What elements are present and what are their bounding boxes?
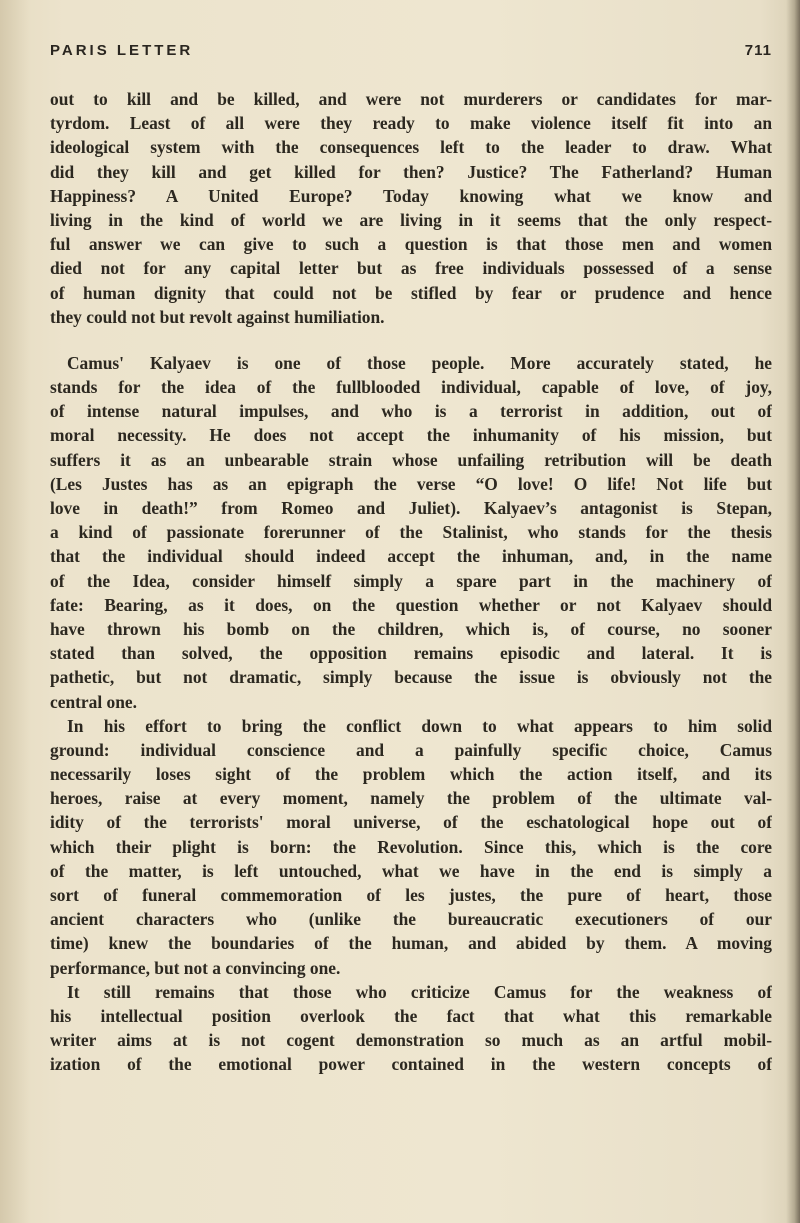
text-line: that the individual should indeed accept the inhuman, and, in the name [50, 546, 772, 567]
text-line: of human dignity that could not be stifled by fear or prudence and hence [50, 282, 772, 303]
page-number: 711 [744, 42, 772, 59]
running-title: PARIS LETTER [50, 42, 194, 59]
text-line: of intense natural impulses, and who is a terrorist in addition, out of [50, 401, 772, 422]
text-line: of the matter, is left untouched, what we have in the end is simply a [50, 860, 772, 881]
text-line: have thrown his bomb on the children, which is, of course, no sooner [50, 618, 772, 639]
text-line: central one. [50, 691, 137, 712]
text-line: living in the kind of world we are living in it seems that the only respect- [50, 209, 772, 230]
text-line: love in death!” from Romeo and Juliet). Kalyaev’s antagonist is Stepan, [50, 498, 772, 518]
text-line: In his effort to bring the conflict down to what appears to him solid [67, 715, 772, 736]
text-line: ideological system with the consequences left to the leader to draw. What [50, 137, 772, 158]
text-line: ground: individual conscience and a painfully specific choice, Camus [50, 739, 772, 760]
text-line: performance, but not a convincing one. [50, 957, 341, 978]
text-line: of the Idea, consider himself simply a spare part in the machinery of [50, 570, 772, 591]
text-line: stated than solved, the opposition remains episodic and lateral. It is [50, 643, 772, 664]
paragraph-3 [50, 714, 772, 980]
paragraph-1 [50, 87, 772, 329]
body-text [50, 87, 772, 1077]
text-line: idity of the terrorists' moral universe, of the eschatological hope out of [50, 812, 772, 833]
text-line: fate: Bearing, as it does, on the question whether or not Kalyaev should [50, 594, 772, 615]
text-line: ful answer we can give to such a question is that those men and women [50, 234, 772, 255]
text-line: stands for the idea of the fullblooded individual, capable of love, of joy, [50, 377, 772, 398]
text-line: out to kill and be killed, and were not murderers or candidates for mar- [50, 89, 772, 109]
text-line: tyrdom. Least of all were they ready to make violence itself fit into an [50, 113, 772, 134]
text-line: (Les Justes has as an epigraph the verse “O love! O life! Not life but [50, 473, 772, 494]
text-line: necessarily loses sight of the problem which the action itself, and its [50, 764, 772, 785]
text-line: a kind of passionate forerunner of the Stalinist, who stands for the thesis [50, 522, 772, 543]
text-line: moral necessity. He does not accept the inhumanity of his mission, but [50, 425, 772, 446]
paragraph-4 [50, 980, 772, 1077]
text-line: they could not but revolt against humiliation. [50, 306, 385, 327]
text-line: ancient characters who (unlike the bureaucratic executioners of our [50, 909, 772, 930]
section-gap [50, 329, 772, 351]
text-line: pathetic, but not dramatic, simply because the issue is obviously not the [50, 667, 772, 688]
running-head [50, 42, 772, 64]
text-line: died not for any capital letter but as free individuals possessed of a sense [50, 258, 772, 279]
text-line: ization of the emotional power contained in the western concepts of [50, 1054, 772, 1075]
text-line: suffers it as an unbearable strain whose unfailing retribution will be death [50, 449, 772, 470]
paragraph-2 [50, 351, 772, 714]
text-line: It still remains that those who criticize Camus for the weakness of [67, 981, 772, 1002]
text-line: which their plight is born: the Revolution. Since this, which is the core [50, 836, 772, 857]
text-line: time) knew the boundaries of the human, and abided by them. A moving [50, 933, 772, 954]
text-line: heroes, raise at every moment, namely the problem of the ultimate val- [50, 788, 772, 809]
text-line: writer aims at is not cogent demonstration so much as an artful mobil- [50, 1030, 772, 1051]
text-line: Happiness? A United Europe? Today knowing what we know and [50, 185, 772, 206]
text-line: Camus' Kalyaev is one of those people. More accurately stated, he [67, 352, 772, 373]
text-line: sort of funeral commemoration of les justes, the pure of heart, those [50, 885, 772, 905]
page-left-edge [0, 0, 30, 1223]
page-spine-shadow [786, 0, 800, 1223]
text-line: his intellectual position overlook the fact that what this remarkable [50, 1005, 772, 1026]
text-line: did they kill and get killed for then? Justice? The Fatherland? Human [50, 161, 772, 182]
